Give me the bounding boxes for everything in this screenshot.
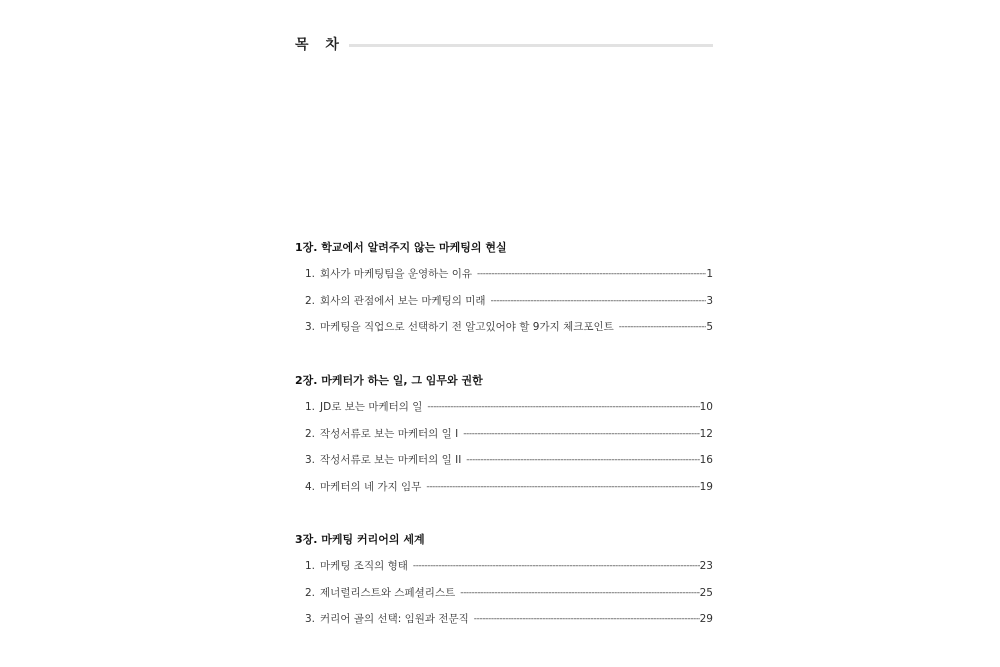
chapter-1 <box>295 240 713 346</box>
entry-title: 마케터의 네 가지 임무 <box>320 480 422 493</box>
entry-title: 회사의 관점에서 보는 마케팅의 미래 <box>320 294 486 307</box>
entry-leader <box>463 426 699 442</box>
entry-number: 1. <box>305 560 316 572</box>
entry-leader <box>426 479 699 495</box>
entry-number: 1. <box>305 268 316 280</box>
entry-page-number: 23 <box>699 560 713 572</box>
entry-page-number: 16 <box>699 454 713 466</box>
entry-number: 4. <box>305 480 316 493</box>
entry-leader <box>477 266 706 282</box>
entry-page-number: 1 <box>706 268 713 280</box>
toc-entry[interactable] <box>295 293 713 320</box>
toc-entry[interactable] <box>295 399 713 426</box>
entry-leader <box>460 585 699 601</box>
entry-number: 2. <box>305 586 316 599</box>
entry-page-number: 25 <box>699 586 713 599</box>
chapter-title[interactable]: 1장. 학교에서 알려주지 않는 마케팅의 현실 <box>295 241 507 254</box>
entry-leader <box>491 293 707 309</box>
entry-number: 2. <box>305 294 316 307</box>
entry-title: 회사가 마케팅팀을 운영하는 이유 <box>320 268 473 280</box>
entry-title: 제너럴리스트와 스페셜리스트 <box>320 586 456 599</box>
entry-title: 마케팅을 직업으로 선택하기 전 알고있어야 할 9가지 체크포인트 <box>320 321 614 333</box>
entry-number: 3. <box>305 321 316 333</box>
toc-entry[interactable] <box>295 585 713 612</box>
entry-page-number: 29 <box>699 613 713 625</box>
toc-entry[interactable] <box>295 426 713 453</box>
entry-leader <box>413 558 700 574</box>
entry-page-number: 3 <box>706 294 713 307</box>
entry-number: 3. <box>305 454 316 466</box>
toc-entry[interactable] <box>295 319 713 346</box>
entry-leader <box>474 611 700 627</box>
entry-page-number: 5 <box>706 321 713 333</box>
toc-title-rule <box>349 44 713 47</box>
chapter-title[interactable]: 2장. 마케터가 하는 일, 그 임무와 권한 <box>295 374 483 387</box>
entry-title: 커리어 골의 선택: 임원과 전문직 <box>320 613 469 625</box>
entry-leader <box>619 319 707 335</box>
entry-title: 마케팅 조직의 형태 <box>320 560 408 572</box>
entry-leader <box>466 452 699 468</box>
toc-entry[interactable] <box>295 558 713 585</box>
toc-title: 목 차 <box>295 37 345 53</box>
toc-entry[interactable] <box>295 611 713 638</box>
entry-page-number: 19 <box>699 480 713 493</box>
chapter-title[interactable]: 3장. 마케팅 커리어의 세계 <box>295 533 425 546</box>
entry-title: 작성서류로 보는 마케터의 일 I <box>320 427 459 440</box>
entry-page-number: 10 <box>699 401 713 413</box>
entry-number: 3. <box>305 613 316 625</box>
chapter-2 <box>295 373 713 505</box>
chapter-3 <box>295 532 713 638</box>
entry-number: 2. <box>305 427 316 440</box>
toc-entry[interactable] <box>295 266 713 293</box>
entry-page-number: 12 <box>699 427 713 440</box>
entry-title: JD로 보는 마케터의 일 <box>320 401 423 413</box>
toc-header <box>295 34 713 54</box>
entry-leader <box>427 399 699 415</box>
entry-title: 작성서류로 보는 마케터의 일 II <box>320 454 462 466</box>
entry-number: 1. <box>305 401 316 413</box>
toc-entry[interactable] <box>295 479 713 506</box>
toc-entry[interactable] <box>295 452 713 479</box>
